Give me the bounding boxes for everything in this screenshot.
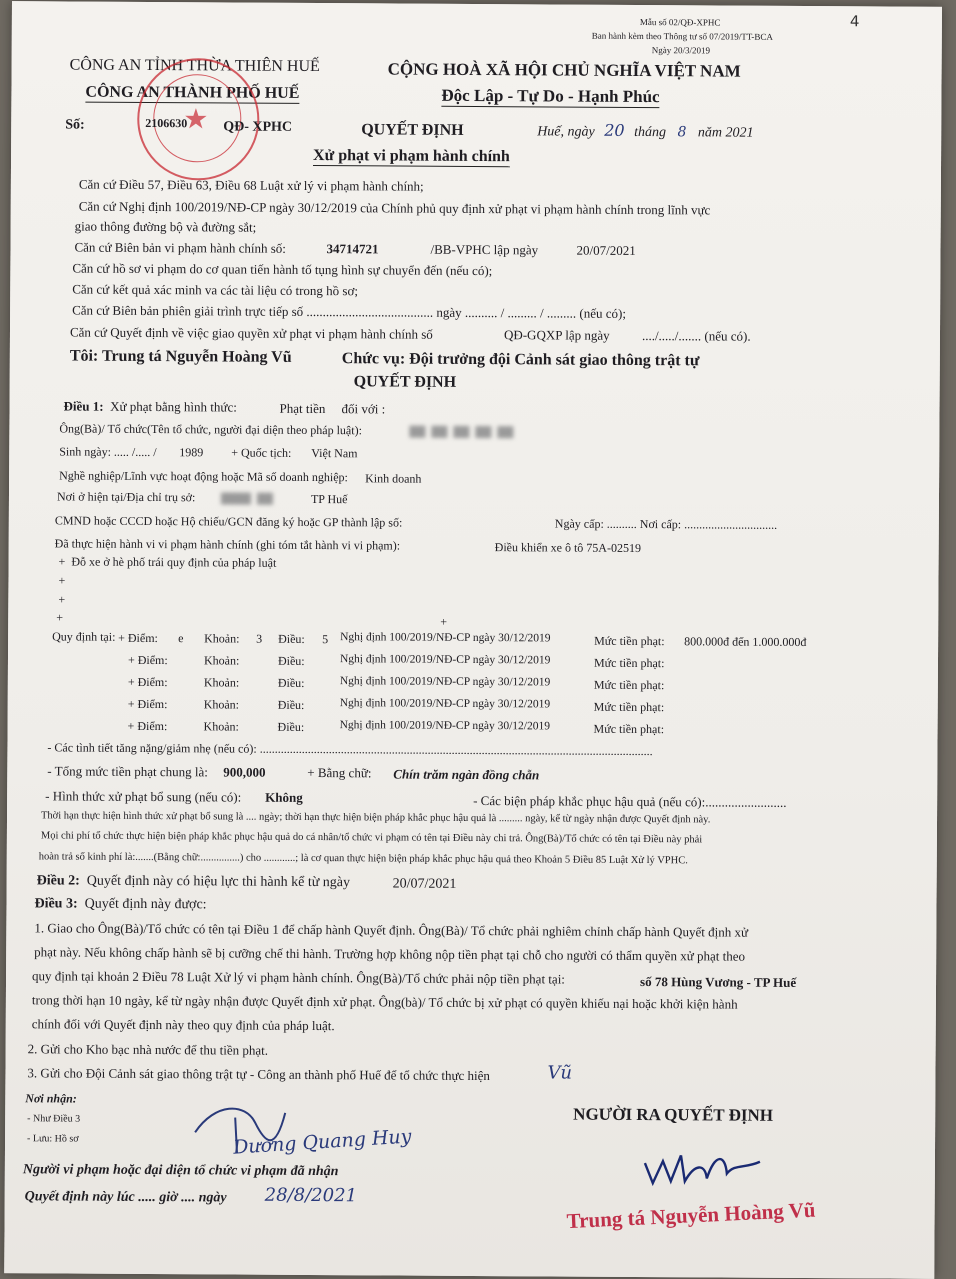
regulation-label: Quy định tại:: [52, 629, 116, 644]
record-number: 34714721: [326, 241, 379, 257]
additional-value: Không: [265, 789, 303, 805]
dieu3-l1: 1. Giao cho Ông(Bà)/Tổ chức có tên tại Điều 1 để chấp hành Quyết định. Ông(Bà)/ Tổ chức phải nghiêm chỉnh chấp hành Quyết định xử: [34, 920, 749, 940]
fine-level-label: Mức tiền phạt:: [593, 655, 665, 671]
regulation-clause-label: Khoản:: [203, 675, 240, 690]
remedy-label: - Các biện pháp khắc phục hậu quả (nếu có):.........................: [473, 792, 787, 810]
dieu3-line: Điều 3: Quyết định này được:: [34, 896, 207, 913]
recipient-1: - Như Điều 3: [27, 1113, 81, 1125]
regulation-clause-label: Khoản:: [204, 631, 240, 646]
circumstances: - Các tình tiết tăng nặng/giảm nhẹ (nếu có): ...................................................................................................................................: [47, 740, 653, 759]
regulation-decree: Nghị định 100/2019/NĐ-CP ngày 30/12/2019: [339, 653, 551, 667]
occupation-label: Nghề nghiệp/Lĩnh vực hoạt động hoặc Mã số doanh nghiệp:: [59, 468, 348, 485]
violation-label: Đã thực hiện hành vi vi phạm hành chính (ghi tóm tắt hành vi vi phạm):: [54, 536, 401, 553]
refund-text: hoàn trả số kinh phí là:.......(Bằng chữ:...............) cho ............; là cơ quan thực hiện biện pháp khắc phục hậu quả theo Khoản 5 Điều 85 Luật Xử lý VPHC.: [38, 851, 688, 867]
violator-label: Ông(Bà)/ Tổ chức(Tên tổ chức, người đại diện theo pháp luật):: [59, 421, 362, 438]
regulation-point-label: + Điểm:: [127, 718, 168, 734]
basis-8b: QĐ-GQXP lập ngày: [503, 327, 610, 343]
regulation-clause-label: Khoản:: [203, 719, 239, 734]
occupation-value: Kinh doanh: [365, 471, 422, 486]
dieu2-line: Điều 2: Quyết định này có hiệu lực thi hành kể từ ngày: [36, 873, 351, 891]
dieu3-l6: 2. Gửi cho Kho bạc nhà nước để thu tiền phạt.: [27, 1041, 269, 1058]
plus-3: +: [58, 592, 66, 607]
nation-name: CỘNG HOÀ XÃ HỘI CHỦ NGHĨA VIỆT NAM: [387, 59, 741, 81]
basis-6: Căn cứ kết quả xác minh va các tài liệu có trong hồ sơ;: [72, 281, 359, 299]
violation-item: + Đỗ xe ở hè phố trái quy định của pháp luật: [58, 554, 277, 570]
in-words-label: + Bằng chữ:: [307, 764, 372, 781]
dieu3-l7: 3. Gửi cho Đội Cảnh sát giao thông trật tự - Công an thành phố Huế để tổ chức thực hiện: [27, 1065, 491, 1084]
motto: Độc Lập - Tự Do - Hạnh Phúc: [441, 85, 660, 107]
birth-year: 1989: [179, 445, 204, 460]
star-icon: ★: [183, 104, 209, 136]
issue-info: Ngày cấp: .......... Nơi cấp: ...............................: [554, 516, 778, 532]
regulation-clause-label: Khoản:: [203, 653, 240, 668]
basis-8: Căn cứ Quyết định về việc giao quyền xử phạt vi phạm hành chính số: [69, 324, 433, 342]
additional-label: - Hình thức xử phạt bổ sung (nếu có):: [45, 788, 242, 805]
so-value: 2106630: [145, 115, 188, 131]
fine-level-label: Mức tiền phạt:: [593, 721, 665, 737]
dieu1-line: Điều 1: Xử phạt bằng hình thức:: [63, 398, 237, 415]
decision-document: [4, 1, 942, 1279]
so-suffix: QĐ- XPHC: [223, 119, 293, 135]
regulation-article-value: 5: [322, 632, 329, 647]
signer-title: NGƯỜI RA QUYẾT ĐỊNH: [573, 1104, 774, 1125]
deadline-text: Thời hạn thực hiện hình thức xử phạt bổ sung là .... ngày; thời hạn thực hiện biện pháp khắc phục hậu quả là ......... ngày, kể từ ngày nhận được Quyết định này.: [40, 810, 711, 826]
birth-label: Sinh ngày: ..... /..... /: [59, 444, 157, 460]
regulation-decree: Nghị định 100/2019/NĐ-CP ngày 30/12/2019: [339, 697, 551, 711]
officer-position: Chức vụ: Đội trưởng đội Cảnh sát giao thông trật tự: [341, 350, 700, 370]
violator-received: Người vi phạm hoặc đại diện tổ chức vi phạm đã nhận: [22, 1162, 339, 1180]
regulation-decree: Nghị định 100/2019/NĐ-CP ngày 30/12/2019: [339, 719, 551, 733]
received-date-handwritten: 28/8/2021: [264, 1184, 358, 1207]
regulation-article-label: Điều:: [277, 719, 305, 734]
recipients-label: Nơi nhận:: [25, 1091, 77, 1106]
address-value: TP Huế: [310, 491, 348, 507]
regulation-point-value: e: [178, 631, 184, 646]
place-date: Huế, ngày 20 tháng 8 năm 2021: [537, 120, 754, 141]
regulation-clause-value: 3: [256, 631, 263, 646]
total-fine-value: 900,000: [223, 764, 266, 780]
form-issued: Ban hành kèm theo Thông tư số 07/2019/TT-BCA: [591, 30, 773, 42]
total-fine-label: - Tổng mức tiền phạt chung là:: [47, 763, 208, 780]
cost-text: Mọi chi phí tổ chức thực hiện biện pháp khắc phục hậu quả do cá nhân/tổ chức vi phạm có tên tại Điều này chi trả. Ông(Bà)/Tổ chức có tên tại Điều này phải: [40, 830, 703, 846]
regulation-table: [12, 1, 942, 7]
basis-5: Căn cứ hồ sơ vi phạm do cơ quan tiến hành tố tụng hình sự chuyển đến (nếu có);: [72, 260, 493, 279]
officer-name: Tôi: Trung tá Nguyễn Hoàng Vũ: [69, 347, 292, 366]
handwritten-mark: Vũ: [547, 1062, 573, 1084]
form-code: Mẫu số 02/QĐ-XPHC: [639, 16, 721, 28]
vehicle-info: Điều khiển xe ô tô 75A-02519: [494, 540, 642, 556]
regulation-decree: Nghị định 100/2019/NĐ-CP ngày 30/12/2019: [340, 631, 551, 645]
address-label: Nơi ở hiện tại/Địa chỉ trụ sở:: [56, 489, 196, 505]
effective-date: 20/07/2021: [392, 876, 457, 892]
payment-place: số 78 Hùng Vương - TP Huế: [639, 974, 797, 990]
officer-signature: [635, 1133, 785, 1204]
nationality-label: + Quốc tịch:: [231, 445, 292, 460]
regulation-article-label: Điều:: [277, 697, 305, 712]
id-label: CMND hoặc CCCD hoặc Hộ chiếu/GCN đăng ký hoặc GP thành lập số:: [54, 513, 403, 530]
record-suffix: /BB-VPHC lập ngày: [430, 241, 539, 258]
nationality-value: Việt Nam: [311, 445, 358, 461]
fine-level-value: 800.000đ đến 1.000.000đ: [684, 634, 807, 650]
recipient-2: - Lưu: Hồ sơ: [27, 1133, 79, 1145]
agency-province: CÔNG AN TỈNH THỪA THIÊN HUẾ: [69, 56, 320, 76]
basis-8c: ..../...../....... (nếu có).: [641, 328, 751, 344]
basis-4: Căn cứ Biên bản vi phạm hành chính số:: [74, 239, 286, 256]
regulation-point-label: + Điểm:: [127, 652, 168, 668]
title-main: QUYẾT ĐỊNH: [361, 121, 464, 139]
in-words-value: Chín trăm ngàn đồng chẵn: [393, 766, 540, 783]
plus-2: +: [58, 573, 66, 588]
doi-voi: đối với :: [341, 401, 386, 417]
signer-name-stamp: Trung tá Nguyễn Hoàng Vũ: [566, 1197, 816, 1234]
title-sub: Xử phạt vi phạm hành chính: [313, 147, 510, 166]
regulation-clause-label: Khoản:: [203, 697, 240, 712]
regulation-point-label: + Điểm:: [127, 674, 168, 690]
plus-4: +: [56, 610, 64, 625]
dieu3-l4: trong thời hạn 10 ngày, kể từ ngày nhận được Quyết định xử phạt. Ông(bà)/ Tổ chức bị xử phạt có quyền khiếu nại hoặc khởi kiện hành: [31, 992, 738, 1012]
regulation-decree: Nghị định 100/2019/NĐ-CP ngày 30/12/2019: [339, 675, 551, 689]
agency-city: CÔNG AN THÀNH PHỐ HUẾ: [85, 83, 300, 102]
basis-1: Căn cứ Điều 57, Điều 63, Điều 68 Luật xử lý vi phạm hành chính;: [78, 176, 424, 194]
dieu3-l2: phạt này. Nếu không chấp hành sẽ bị cưỡng chế thi hành. Trường hợp không nộp tiền phạt tại chỗ cho người có thẩm quyền xử phạt theo: [34, 944, 746, 964]
regulation-article-label: Điều:: [278, 631, 305, 646]
basis-2: Căn cứ Nghị định 100/2019/NĐ-CP ngày 30/12/2019 của Chính phủ quy định xử phạt vi phạm hành chính trong lĩnh vực: [78, 198, 711, 218]
regulation-point-label: + Điểm:: [118, 630, 158, 646]
regulation-article-label: Điều:: [277, 653, 305, 668]
record-date: 20/07/2021: [576, 242, 636, 258]
plus-5: +: [440, 614, 448, 629]
page-number: 4: [849, 12, 860, 31]
form-date: Ngày 20/3/2019: [651, 45, 711, 56]
violator-name-handwritten: Dương Quang Huy: [232, 1125, 413, 1159]
so-label: Số:: [65, 117, 85, 133]
decision-heading: QUYẾT ĐỊNH: [353, 373, 457, 391]
dieu3-l5: chính đối với Quyết định này theo quy định của pháp luật.: [31, 1016, 335, 1034]
redacted-address: [221, 489, 279, 507]
basis-3: giao thông đường bộ và đường sắt;: [74, 218, 257, 235]
regulation-point-label: + Điểm:: [127, 696, 168, 712]
regulation-article-label: Điều:: [277, 675, 305, 690]
received-time: Quyết định này lúc ..... giờ .... ngày: [24, 1189, 227, 1206]
fine-level-label: Mức tiền phạt:: [593, 677, 665, 693]
dieu3-l3: quy định tại khoản 2 Điều 78 Luật Xử lý vi phạm hành chính. Ông(Bà)/Tổ chức phải nộp tiền phạt tại:: [32, 968, 565, 987]
basis-7: Căn cứ Biên bản phiên giải trình trực tiếp số ....................................... ngày .......... / ......... / ......... (nếu có);: [72, 302, 627, 321]
fine-level-label: Mức tiền phạt:: [593, 699, 665, 715]
fine-level-label: Mức tiền phạt:: [594, 633, 665, 649]
redacted-name: [409, 423, 519, 442]
fine-type: Phạt tiền: [279, 400, 326, 417]
